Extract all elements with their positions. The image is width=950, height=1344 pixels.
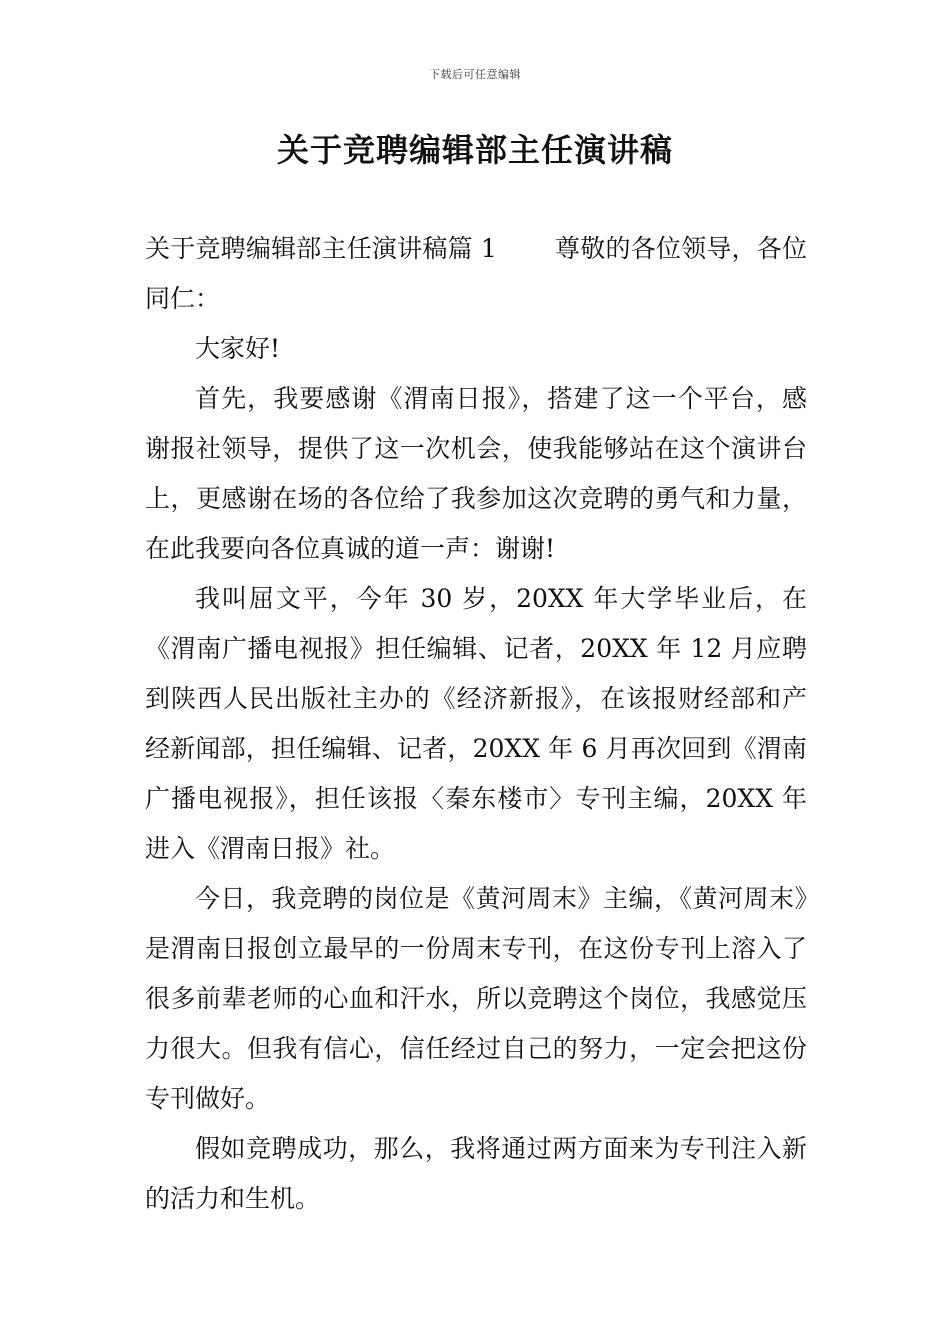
document-body (145, 224, 807, 1224)
paragraph-thanks: 首先，我要感谢《渭南日报》，搭建了这一个平台，感谢报社领导，提供了这一次机会，使我能够站在这个演讲台上，更感谢在场的各位给了我参加这次竞聘的勇气和力量，在此我要向各位真诚的道一声：谢谢! (145, 384, 807, 563)
paragraph-greeting: 大家好! (195, 334, 281, 363)
document-title: 关于竞聘编辑部主任演讲稿 (276, 131, 673, 169)
paragraph-introduction: 我叫屈文平，今年 30 岁，20XX 年大学毕业后，在《渭南广播电视报》担任编辑、记者，20XX 年 12 月应聘到陕西人民出版社主办的《经济新报》，在该报财经部和产经新闻部，担任编辑、记者，20XX 年 6 月再次回到《渭南广播电视报》，担任该报〈秦东楼市〉专刊主编，20XX 年进入《渭南日报》社。 (145, 584, 807, 863)
header-note: 下载后可任意编辑 (429, 68, 521, 81)
opening-heading: 关于竞聘编辑部主任演讲稿篇 1 (145, 234, 497, 263)
paragraph-position: 今日，我竞聘的岗位是《黄河周末》主编，《黄河周末》是渭南日报创立最早的一份周末专刊，在这份专刊上溶入了很多前辈老师的心血和汗水，所以竞聘这个岗位，我感觉压力很大。但我有信心，信任经过自己的努力，一定会把这份专刊做好。 (145, 884, 807, 1113)
paragraph-plan: 假如竞聘成功，那么，我将通过两方面来为专刊注入新的活力和生机。 (145, 1134, 807, 1213)
salutation: 尊敬的各位领导，各位同仁： (145, 234, 807, 313)
opening-paragraph (145, 224, 807, 324)
